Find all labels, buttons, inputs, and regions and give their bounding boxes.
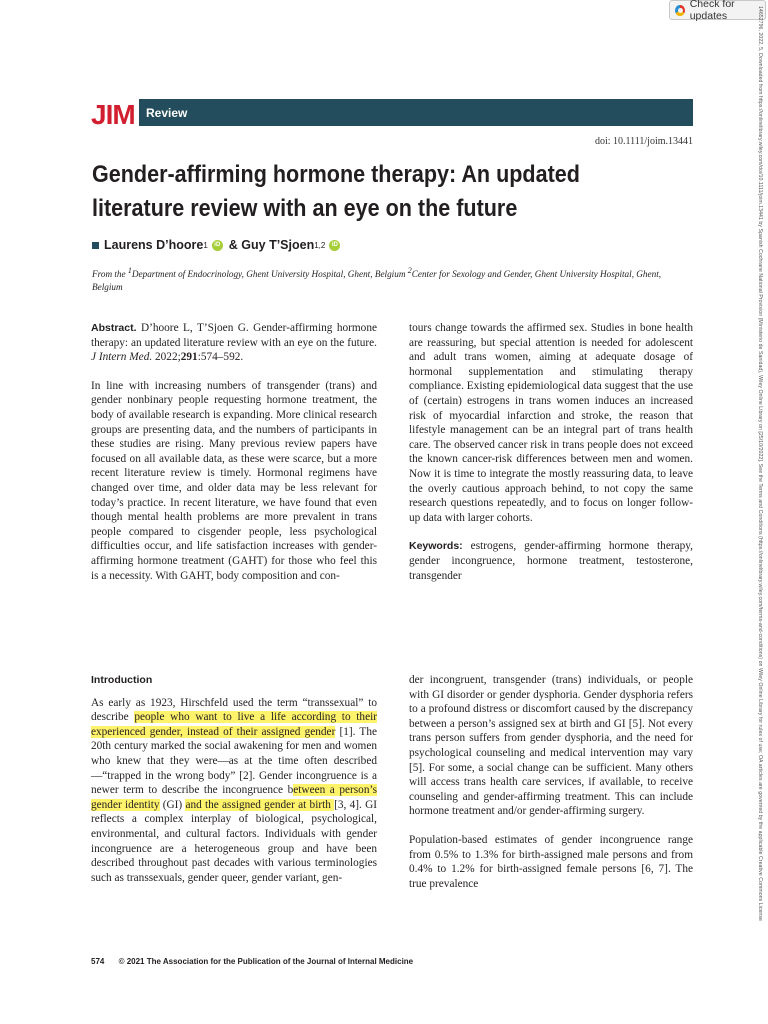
keywords-label: Keywords: xyxy=(409,540,463,553)
keywords-text: estrogens, gender-affirming hormone therapy, gender incongruence, hormone treatment, testosterone, transgender xyxy=(409,540,693,582)
author-affil-sup: 1 xyxy=(203,240,208,250)
affiliation-prefix: From the xyxy=(92,269,128,280)
citation-year: 2022; xyxy=(152,351,181,364)
journal-name: J Intern Med. xyxy=(91,351,153,364)
intro-column-left xyxy=(91,673,377,885)
author-name: & Guy T’Sjoen xyxy=(228,238,315,252)
affiliation-text: Center for Sexology and Gender, Ghent University Hospital, Ghent, Belgium xyxy=(92,269,662,293)
orcid-icon[interactable]: iD xyxy=(329,240,340,251)
title-line: Gender-affirming hormone therapy: An updated xyxy=(92,161,580,188)
text-span: [1]. The 20th century marked the social awakening for men and women who knew that they were—as at the time often described—“trapped in the wrong body” [2]. Gender incongruence is a newer term to describe the incongruence b xyxy=(91,725,377,797)
page-footer xyxy=(91,957,413,966)
highlighted-text[interactable]: and the assigned gender at birth xyxy=(185,798,335,811)
keywords xyxy=(409,539,693,583)
check-for-updates-button[interactable] xyxy=(669,0,766,20)
abstract-body-cont: tours change towards the affirmed sex. Studies in bone health are reassuring, but special attention is needed for adolescent and adult trans women, aiming at adequate dosage of hormonal supplementation and stimulating therapy compliance. Existing epidemiological data suggest that the use of (certain) estrogens in trans women induces an increased risk of myocardial infarction and stroke, the reason that lifestyle management can be an integral part of trans health care. The observed cancer risk in trans people does not exceed the known cancer-risk differences between men and women. Now it is time to integrate the mostly reassuring data, to leave the overly cautious approach behind, to not copy the same research questions repeatedly, and to focus on longer follow-up data with larger cohorts. xyxy=(409,322,693,524)
affiliation-sup: 1 xyxy=(127,266,132,275)
check-for-updates-label: Check for updates xyxy=(689,0,735,22)
abstract-citation xyxy=(91,321,377,365)
affiliation-sup: 2 xyxy=(407,266,412,275)
citation-volume: 291 xyxy=(180,351,198,364)
download-notice-strip xyxy=(753,6,765,1018)
copyright-text: © 2021 The Association for the Publication of the Journal of Internal Medicine xyxy=(118,957,414,966)
author-name: Laurens D’hoore xyxy=(104,238,204,252)
section-heading: Introduction xyxy=(91,674,153,686)
title-line: literature review with an eye on the future xyxy=(92,195,518,222)
intro-paragraph xyxy=(91,696,377,886)
download-notice-text: 14652796, 2022, 5, Downloaded from https://onlinelibrary.wiley.com/doi/10.1111/joim.13441 by Spanish Cochrane National Provision (Ministerio de Sanidad), Wiley Online Library on [25/10/2022]. See the Terms and Conditions (https://onlinelibrary.wiley.com/terms-and-conditions) on Wiley Online Library for rules of use; OA articles are governed by the applicable Creative Commons License xyxy=(757,6,763,921)
text-span: As early as 1923, Hirschfeld used the term “transsexual” to describe xyxy=(91,696,377,724)
abstract-column-right xyxy=(409,321,693,583)
crossmark-icon xyxy=(675,5,685,16)
author-affil-sup: 1,2 xyxy=(314,240,326,250)
intro-paragraph: der incongruent, transgender (trans) individuals, or people with GI disorder or gender dysphoria. Gender dysphoria refers to a profound distress or discomfort caused by the discrepancy between a person’s assigned sex at birth and GI [5]. Not every trans person suffers from gender dysphoria, and the need for psychological counseling and medical intervention may vary [5]. For some, a social change can be sufficient. Many others will access trans health care services, if available, to receive counseling and gender-affirming treatment. This can include hormone treatment and/or gender-affirming surgery. xyxy=(409,674,693,818)
author-marker-icon xyxy=(92,242,99,249)
intro-column-right xyxy=(409,673,693,891)
intro-paragraph: Population-based estimates of gender incongruence range from 0.5% to 1.3% for birth-assigned male persons and from 0.4% to 1.2% for birth-assigned female persons [6, 7]. The true prevalence xyxy=(409,833,693,890)
article-title xyxy=(92,158,655,226)
citation-text: D’hoore L, T’Sjoen G. Gender-affirming hormone therapy: an updated literature review with an eye on the future. xyxy=(91,322,377,349)
section-bar xyxy=(139,99,693,126)
highlighted-text[interactable]: people who want to live a life according to their experienced gender, instead of their assigned gender xyxy=(91,711,377,738)
affiliation xyxy=(92,264,692,294)
abstract-body: In line with increasing numbers of transgender (trans) and gender nonbinary people requesting hormone treatment, the body of available research is expanding. More clinical research groups are presenting data, and the numbers of participants in these studies are rising. Many previous review papers have focused on all available data, as these were scarce, but a more recent literature review is timely. Hormonal regimens have changed over time, and older data may be less relevant for today’s practice. In recent literature, we have found that even though mental health problems are more prevalent in trans people compared to cisgender people, less psychological difficulties occur, and life satisfaction increases with gender-affirming hormone treatment (GAHT) for those who feel this is a necessity. With GAHT, body composition and con- xyxy=(91,379,377,582)
highlighted-text[interactable]: etween a person’s gender identity xyxy=(91,784,377,811)
abstract-label: Abstract. xyxy=(91,322,137,334)
orcid-icon[interactable]: iD xyxy=(212,240,223,251)
text-span: (GI) xyxy=(159,798,186,811)
citation-pages: :574–592. xyxy=(197,351,244,364)
abstract-column-left xyxy=(91,321,377,583)
journal-logo: JIM xyxy=(91,99,135,130)
page-number: 574 xyxy=(91,957,105,966)
text-span: [3, 4]. GI reflects a complex interplay of biological, psychological, environmental, and cultural factors. Individuals with gender incongruence are a heterogeneous group and have been described throughout past decades with various terminologies such as transsexuals, gender queer, gender variant, gen- xyxy=(91,798,378,884)
doi-text[interactable]: doi: 10.1111/joim.13441 xyxy=(594,136,693,147)
affiliation-text: Department of Endocrinology, Ghent University Hospital, Ghent, Belgium xyxy=(131,269,408,280)
author-list xyxy=(92,238,346,252)
section-label: Review xyxy=(146,105,188,120)
